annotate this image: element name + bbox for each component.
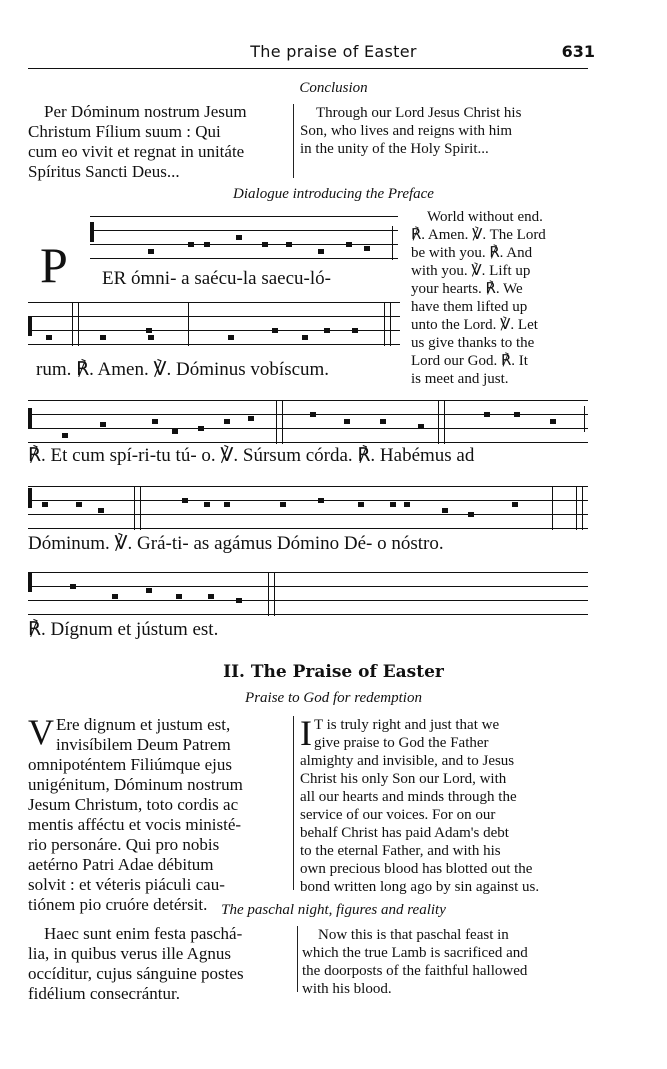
column-divider — [293, 104, 294, 178]
staff-line — [28, 486, 588, 487]
english-line: all our hearts and minds through the — [300, 789, 517, 805]
neume — [364, 246, 370, 251]
latin-line: Haec sunt enim festa paschá- — [44, 924, 243, 943]
do-clef — [28, 488, 32, 508]
neume — [152, 419, 158, 424]
staff-line — [28, 586, 588, 587]
neume — [172, 429, 178, 434]
latin-line: lia, in quibus verus ille Agnus — [28, 944, 232, 963]
neume — [98, 508, 104, 513]
english-line: World without end. — [427, 209, 543, 225]
neume — [100, 335, 106, 340]
english-line: have them lifted up — [411, 299, 528, 315]
latin-line: solvit : et véteris piáculi cau- — [28, 875, 225, 894]
english-line: is meet and just. — [411, 371, 509, 387]
neume — [198, 426, 204, 431]
neume — [76, 502, 82, 507]
neume — [148, 249, 154, 254]
dialogue-heading: Dialogue introducing the Preface — [233, 186, 434, 202]
section-heading: II. The Praise of Easter — [223, 662, 444, 682]
chant-staff-1 — [90, 212, 398, 260]
chant-text-line-4: Dóminum. ℣. Grá-ti- as agámus Dómino Dé- o nóstro. — [28, 533, 444, 554]
bar-line — [552, 486, 553, 530]
column-divider — [297, 926, 298, 992]
english-line: us give thanks to the — [411, 335, 535, 351]
latin-line: occíditur, cujus sánguine postes — [28, 964, 244, 983]
latin-line: Christum Fílium suum : Qui — [28, 122, 221, 141]
english-line: give praise to God the Father — [314, 735, 489, 751]
english-line: which the true Lamb is sacrificed and — [302, 945, 528, 961]
staff-line — [28, 302, 400, 303]
latin-line: invisíbilem Deum Patrem — [56, 735, 231, 754]
staff-line — [28, 428, 588, 429]
staff-line — [28, 344, 400, 345]
neume — [352, 328, 358, 333]
column-divider — [293, 716, 294, 890]
chant-text-line-2: rum. ℟. Amen. ℣. Dóminus vobíscum. — [36, 359, 330, 380]
neume — [224, 502, 230, 507]
neume — [148, 335, 154, 340]
neume — [208, 594, 214, 599]
conclusion-latin — [28, 102, 290, 182]
drop-cap-latin: V — [28, 712, 54, 752]
section-subheading: Praise to God for redemption — [245, 690, 422, 706]
latin-line: Ere dignum et justum est, — [56, 715, 231, 734]
paschal-heading: The paschal night, figures and reality — [221, 902, 446, 918]
double-bar — [134, 486, 135, 530]
neume — [224, 419, 230, 424]
double-bar — [282, 400, 283, 444]
latin-line: Spíritus Sancti Deus... — [28, 162, 180, 181]
staff-line — [28, 614, 588, 615]
latin-line: aetérno Patri Adae débitum — [28, 855, 214, 874]
neume — [404, 502, 410, 507]
neume — [346, 242, 352, 247]
neume — [236, 598, 242, 603]
neume — [182, 498, 188, 503]
staff-line — [28, 514, 588, 515]
double-bar — [268, 572, 269, 616]
staff-line — [28, 400, 588, 401]
neume — [280, 502, 286, 507]
drop-cap-english: I — [300, 713, 312, 753]
bar-line — [188, 302, 189, 346]
neume — [188, 242, 194, 247]
dialogue-english — [411, 208, 587, 388]
conclusion-heading: Conclusion — [299, 80, 368, 96]
neume — [62, 433, 68, 438]
double-bar — [576, 486, 577, 530]
neume — [262, 242, 268, 247]
do-clef — [28, 316, 32, 336]
english-line: service of our voices. For on our — [300, 807, 496, 823]
english-line: to the eternal Father, and with his — [300, 843, 501, 859]
chant-text-line-5: ℟. Dígnum et jústum est. — [28, 619, 219, 640]
neume — [484, 412, 490, 417]
conclusion-english — [300, 104, 590, 158]
double-bar — [582, 486, 583, 530]
double-bar — [444, 400, 445, 444]
do-clef — [28, 572, 32, 592]
neume — [442, 508, 448, 513]
bar-line — [584, 406, 585, 432]
chant-initial: P — [40, 237, 68, 293]
running-title: The praise of Easter — [250, 42, 417, 61]
do-clef — [28, 408, 32, 428]
english-line: the doorposts of the faithful hallowed — [302, 963, 528, 979]
chant-text-line-1: ER ómni- a saécu-la saecu-ló- — [102, 268, 331, 289]
english-line: behalf Christ has paid Adam's debt — [300, 825, 509, 841]
double-bar — [274, 572, 275, 616]
chant-staff-5 — [28, 568, 588, 616]
chant-staff-3 — [28, 396, 588, 444]
neume — [514, 412, 520, 417]
neume — [248, 416, 254, 421]
english-line: be with you. ℟. And — [411, 245, 533, 261]
english-line: T is truly right and just that we — [314, 717, 500, 733]
english-line: with his blood. — [302, 981, 392, 997]
paschal-latin — [28, 924, 290, 1004]
english-line: Through our Lord Jesus Christ his — [316, 105, 522, 121]
english-line: Son, who lives and reigns with him — [300, 123, 513, 139]
neume — [70, 584, 76, 589]
preface-latin — [28, 712, 290, 915]
chant-staff-4 — [28, 482, 588, 530]
english-line: Lord our God. ℟. It — [411, 353, 528, 369]
latin-line: Per Dóminum nostrum Jesum — [44, 102, 247, 121]
neume — [318, 498, 324, 503]
double-bar — [140, 486, 141, 530]
double-bar — [276, 400, 277, 444]
staff-line — [28, 414, 588, 415]
staff-line — [28, 572, 588, 573]
english-line: ℟. Amen. ℣. The Lord — [411, 227, 546, 243]
staff-line — [28, 528, 588, 529]
neume — [204, 502, 210, 507]
neume — [286, 242, 292, 247]
staff-line — [28, 600, 588, 601]
latin-line: rio personáre. Qui pro nobis — [28, 835, 220, 854]
neume — [46, 335, 52, 340]
english-line: unto the Lord. ℣. Let — [411, 317, 538, 333]
neume — [318, 249, 324, 254]
latin-line: unigénitum, Dóminum nostrum — [28, 775, 243, 794]
header-rule — [28, 68, 588, 69]
neume — [358, 502, 364, 507]
paschal-english — [302, 926, 592, 998]
english-line: own precious blood has blotted out the — [300, 861, 533, 877]
chant-staff-2 — [28, 298, 400, 346]
english-line: almighty and invisible, and to Jesus — [300, 753, 515, 769]
neume — [380, 419, 386, 424]
neume — [100, 422, 106, 427]
neume — [272, 328, 278, 333]
staff-line — [90, 230, 398, 231]
english-line: Christ his only Son our Lord, with — [300, 771, 507, 787]
neume — [228, 335, 234, 340]
latin-line: Jesum Christum, toto cordis ac — [28, 795, 239, 814]
double-bar — [438, 400, 439, 444]
neume — [468, 512, 474, 517]
staff-line — [28, 330, 400, 331]
double-bar — [78, 302, 79, 346]
staff-line — [28, 442, 588, 443]
neume — [42, 502, 48, 507]
neume — [146, 588, 152, 593]
latin-line: mentis afféctu et vocis ministé- — [28, 815, 242, 834]
english-line: with you. ℣. Lift up — [411, 263, 531, 279]
double-bar — [390, 302, 391, 346]
neume — [176, 594, 182, 599]
english-line: Now this is that paschal feast in — [318, 927, 509, 943]
neume — [418, 424, 424, 429]
latin-line: fidélium consecrántur. — [28, 984, 181, 1003]
english-line: in the unity of the Holy Spirit... — [300, 141, 489, 157]
preface-english — [300, 713, 592, 896]
neume — [390, 502, 396, 507]
neume — [512, 502, 518, 507]
neume — [310, 412, 316, 417]
neume — [550, 419, 556, 424]
latin-line: cum eo vivit et regnat in unitáte — [28, 142, 245, 161]
chant-text-line-3: ℟. Et cum spí-ri-tu tú- o. ℣. Súrsum córda. ℟. Habémus ad — [28, 445, 475, 466]
neume — [302, 335, 308, 340]
english-line: your hearts. ℟. We — [411, 281, 523, 297]
staff-line — [90, 216, 398, 217]
neume — [204, 242, 210, 247]
staff-line — [28, 316, 400, 317]
neume — [344, 419, 350, 424]
do-clef — [90, 222, 94, 242]
english-line: bond written long ago by sin against us. — [300, 879, 540, 895]
staff-line — [28, 500, 588, 501]
neume — [324, 328, 330, 333]
page-number: 631 — [561, 42, 595, 61]
double-bar — [72, 302, 73, 346]
latin-line: omnipoténtem Filiúmque ejus — [28, 755, 232, 774]
double-bar — [384, 302, 385, 346]
latin-line: tiónem pio cruóre detérsit. — [28, 895, 208, 914]
staff-line — [90, 258, 398, 259]
bar-line — [392, 226, 393, 260]
neume — [112, 594, 118, 599]
neume — [146, 328, 152, 333]
neume — [236, 235, 242, 240]
